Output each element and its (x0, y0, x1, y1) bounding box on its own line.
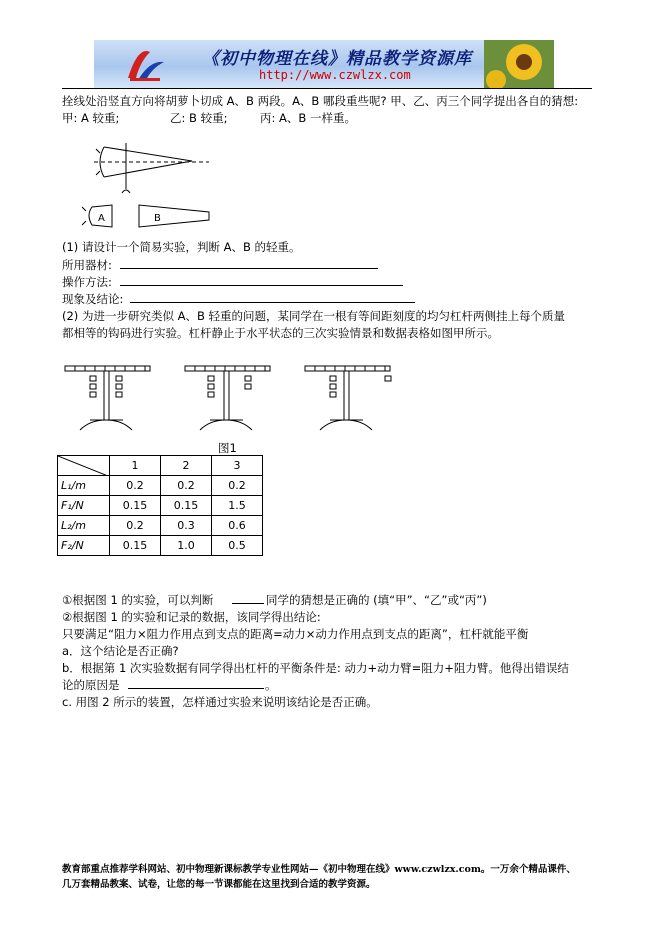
table-row (58, 496, 263, 516)
table-header-row (58, 456, 263, 476)
banner-title: 《初中物理在线》精品教学资源库 (202, 49, 472, 69)
q2-text: ②根据图 1 的实验和记录的数据，该同学得出结论: (62, 610, 321, 624)
table-cell: 0.2 (161, 476, 212, 496)
q2-conclusion: 只要满足“阻力×阻力作用点到支点的距离=动力×动力作用点到支点的距离”，杠杆就能平衡 (62, 627, 529, 641)
equipment-blank[interactable] (120, 257, 378, 269)
intro-text: 拴线处沿竖直方向将胡萝卜切成 A、B 两段。A、B 哪段重些呢? 甲、乙、丙三个同学提出各自的猜想: (62, 94, 579, 108)
carrot-figure (74, 135, 234, 235)
equipment-label: 所用器材: (62, 258, 112, 272)
footer (62, 862, 602, 892)
row-label: F₁/N (58, 496, 110, 516)
qc-text: c. 用图 2 所示的装置，怎样通过实验来说明该结论是否正确。 (62, 695, 378, 709)
figure-caption: 图1 (218, 441, 237, 455)
guess-jia: 甲: A 较重; (62, 111, 120, 125)
row-label: F₂/N (58, 536, 110, 556)
q1-prefix: ①根据图 1 的实验，可以判断 (62, 593, 214, 607)
part1-prompt: (1) 请设计一个简易实验，判断 A、B 的轻重。 (62, 240, 301, 254)
fig-label-a: A (98, 213, 105, 224)
q1-suffix: 同学的猜想是正确的 (填“甲”、“乙”或“丙”) (266, 593, 487, 607)
footer-line2: 几万套精品教案、试卷，让您的每一节课都能在这里找到合适的教学资源。 (62, 879, 376, 890)
site-logo-icon (124, 44, 168, 84)
method-blank[interactable] (120, 274, 403, 286)
table-cell: 0.2 (110, 476, 161, 496)
table-cell: 0.15 (110, 496, 161, 516)
data-table (57, 455, 263, 556)
table-row (58, 536, 263, 556)
fig-label-b: B (154, 213, 161, 224)
guess-yi: 乙: B 较重; (170, 111, 228, 125)
qb-blank[interactable] (128, 677, 264, 689)
table-cell: 0.6 (212, 516, 263, 536)
qb-line2-suffix: 。 (265, 678, 277, 692)
table-corner (58, 456, 110, 476)
qa-text: a．这个结论是否正确? (62, 644, 179, 658)
result-label: 现象及结论: (62, 292, 124, 306)
table-cell: 1.5 (212, 496, 263, 516)
table-row (58, 516, 263, 536)
corner-diagonal (58, 456, 108, 476)
table-row (58, 476, 263, 496)
column-header: 2 (161, 456, 212, 476)
guess-bing: 丙: A、B 一样重。 (260, 111, 356, 125)
table-cell: 0.15 (161, 496, 212, 516)
lever-setups-figure (60, 358, 410, 438)
table-cell: 1.0 (161, 536, 212, 556)
qb-line2-prefix: 论的原因是 (62, 678, 120, 692)
method-label: 操作方法: (62, 275, 112, 289)
row-label: L₁/m (58, 476, 110, 496)
result-blank[interactable] (130, 291, 415, 303)
header-banner (94, 40, 554, 88)
part2-line2: 都相等的钩码进行实验。杠杆静止于水平状态的三次实验情景和数据表格如图甲所示。 (62, 326, 499, 340)
banner-url[interactable]: http://www.czwlzx.com (259, 68, 411, 82)
column-header: 1 (110, 456, 161, 476)
table-cell: 0.3 (161, 516, 212, 536)
table-cell: 0.2 (212, 476, 263, 496)
q1-blank[interactable] (232, 592, 264, 604)
table-cell: 0.15 (110, 536, 161, 556)
column-header: 3 (212, 456, 263, 476)
footer-line1: 教育部重点推荐学科网站、初中物理新课标教学专业性网站—《初中物理在线》www.czwlzx.com。一万余个精品课件、 (62, 864, 576, 875)
row-label: L₂/m (58, 516, 110, 536)
table-cell: 0.2 (110, 516, 161, 536)
part2-line1: (2) 为进一步研究类似 A、B 轻重的问题，某同学在一根有等间距刻度的均匀杠杆两侧挂上每个质量 (62, 309, 566, 323)
qb-line1: b．根据第 1 次实验数据有同学得出杠杆的平衡条件是: 动力+动力臂=阻力+阻力臂。他得出错误结 (62, 661, 569, 675)
table-cell: 0.5 (212, 536, 263, 556)
header-rule (62, 88, 592, 89)
sunflower-icon (484, 40, 554, 88)
